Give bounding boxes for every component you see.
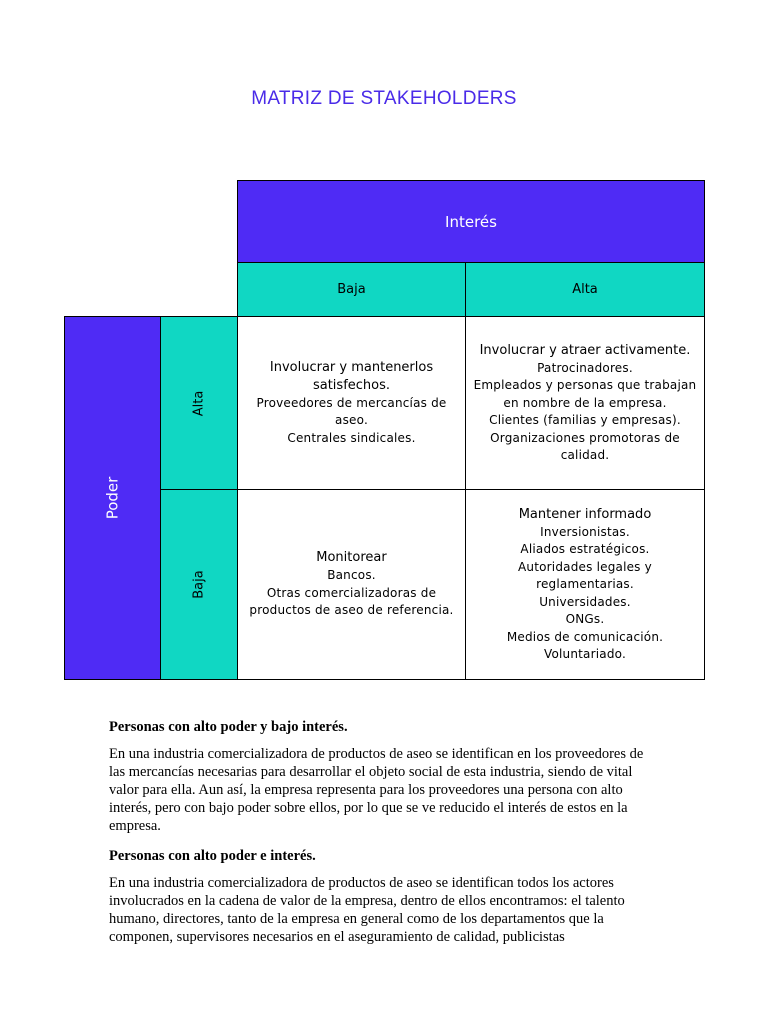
quadrant-item: Organizaciones promotoras de calidad. — [490, 430, 680, 462]
quadrant-item: Bancos. — [327, 568, 376, 583]
section-2 — [109, 847, 654, 946]
quadrant-item: Universidades. — [539, 594, 631, 609]
quadrant-item: Aliados estratégicos. — [520, 542, 650, 556]
power-low-header — [160, 489, 238, 680]
quadrant-item: Inversionistas. — [540, 524, 630, 539]
quadrant-heading: Involucrar y atraer activamente. — [479, 342, 691, 358]
quadrant-heading: Mantener informado — [518, 506, 652, 522]
interest-header — [237, 180, 705, 263]
section-heading: Personas con alto poder y bajo interés. — [109, 719, 348, 735]
quadrant-heading: Involucrar y mantenerlos satisfechos. — [269, 359, 434, 393]
quadrant-item: Clientes (familias y empresas). — [489, 413, 681, 427]
power-label: Poder — [103, 476, 122, 520]
interest-low-header — [237, 262, 466, 317]
quadrant-item: Otras comercializadoras de productos de aseo de referencia. — [249, 585, 454, 618]
interest-label: Interés — [445, 212, 497, 231]
quadrant-item: Voluntariado. — [543, 647, 626, 661]
quadrant-item: Medios de comunicación. — [506, 629, 664, 644]
quadrant-item: Empleados y personas que trabajan en nombre de la empresa. — [473, 378, 697, 410]
quadrant-item: Patrocinadores. — [537, 360, 633, 375]
interest-high-label: Alta — [572, 282, 598, 297]
power-high-label: Alta — [191, 390, 207, 416]
power-low-label: Baja — [191, 570, 207, 599]
quadrant-item: Centrales sindicales. — [287, 430, 416, 445]
quadrant-low-power-high-interest — [465, 489, 705, 680]
interest-high-header — [465, 262, 705, 317]
quadrant-item: Proveedores de mercancías de aseo. — [256, 395, 447, 428]
interest-low-label: Baja — [337, 282, 366, 297]
quadrant-low-power-low-interest — [237, 489, 466, 680]
power-header — [64, 316, 161, 680]
quadrant-high-power-high-interest — [465, 316, 705, 490]
section-1 — [109, 718, 654, 835]
section-paragraph: En una industria comercializadora de productos de aseo se identifican en los proveedores de las mercancías necesarias para desarrollar el objeto social de esta industria, siendo de vital valor para ella. Aun así, la empresa representa para los proveedores una persona con alto interés, pero con bajo poder sobre ellos, por lo que se ve reducido el interés de estos en la empresa. — [109, 746, 644, 834]
quadrant-high-power-low-interest — [237, 316, 466, 490]
quadrant-item: Autoridades legales y reglamentarias. — [518, 559, 652, 591]
section-paragraph: En una industria comercializadora de productos de aseo se identifican todos los actores involucrados en la cadena de valor de la empresa, dentro de ellos encontramos: el talento humano, directores, tanto de la empresa en general como de los departamentos que la componen, supervisores necesarios en el aseguramiento de calidad, publicistas — [109, 875, 625, 945]
power-high-header — [160, 316, 238, 490]
quadrant-heading: Monitorear — [316, 550, 387, 566]
quadrant-item: ONGs. — [565, 612, 605, 626]
page-title: MATRIZ DE STAKEHOLDERS — [251, 88, 517, 109]
section-heading: Personas con alto poder e interés. — [109, 848, 316, 864]
